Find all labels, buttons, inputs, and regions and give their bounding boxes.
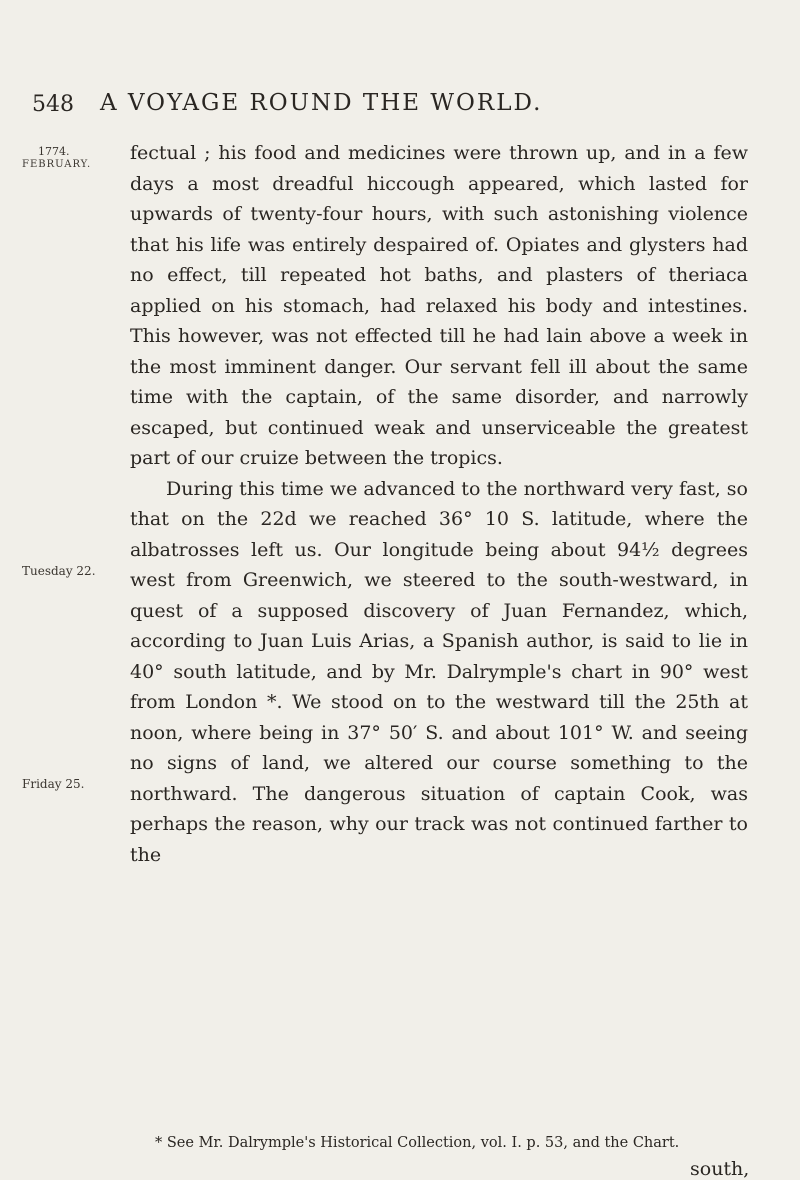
margin-note-friday: Friday 25. <box>22 777 85 791</box>
page-number: 548 <box>32 92 74 117</box>
body-text <box>130 138 748 870</box>
footnote: * See Mr. Dalrymple's Historical Collection, vol. I. p. 53, and the Chart. <box>155 1135 680 1151</box>
running-head: A VOYAGE ROUND THE WORLD. <box>100 90 543 116</box>
margin-note-tuesday: Tuesday 22. <box>22 564 96 578</box>
paragraph: fectual ; his food and medicines were thrown up, and in a few days a most dreadful hiccough appeared, which lasted for upwards of twenty-four hours, with such astonishing violence that his life was entirely despaired of. Opiates and glysters had no effect, till repeated hot baths, and plasters of theriaca applied on his stomach, had relaxed his body and intestines. This however, was not effected till he had lain above a week in the most imminent danger. Our servant fell ill about the same time with the captain, of the same disorder, and narrowly escaped, but continued weak and unserviceable the greatest part of our cruize between the tropics. <box>130 142 748 469</box>
page-header <box>0 88 800 118</box>
margin-note-month: FEBRUARY. <box>22 159 92 170</box>
margin-note-year: 1774. <box>38 145 70 158</box>
catchword: south, <box>690 1158 750 1180</box>
paragraph: During this time we advanced to the northward very fast, so that on the 22d we reached 36° 10 S. latitude, where the albatrosses left us. Our longitude being about 94½ degrees west from Greenwich, we steered to the south-westward, in quest of a supposed discovery of Juan Fernandez, which, according to Juan Luis Arias, a Spanish author, is said to lie in 40° south latitude, and by Mr. Dalrymple's chart in 90° west from London *. We stood on to the westward till the 25th at noon, where being in 37° 50′ S. and about 101° W. and seeing no signs of land, we altered our course something to the northward. The dangerous situation of captain Cook, was perhaps the reason, why our track was not continued farther to the <box>130 477 748 866</box>
